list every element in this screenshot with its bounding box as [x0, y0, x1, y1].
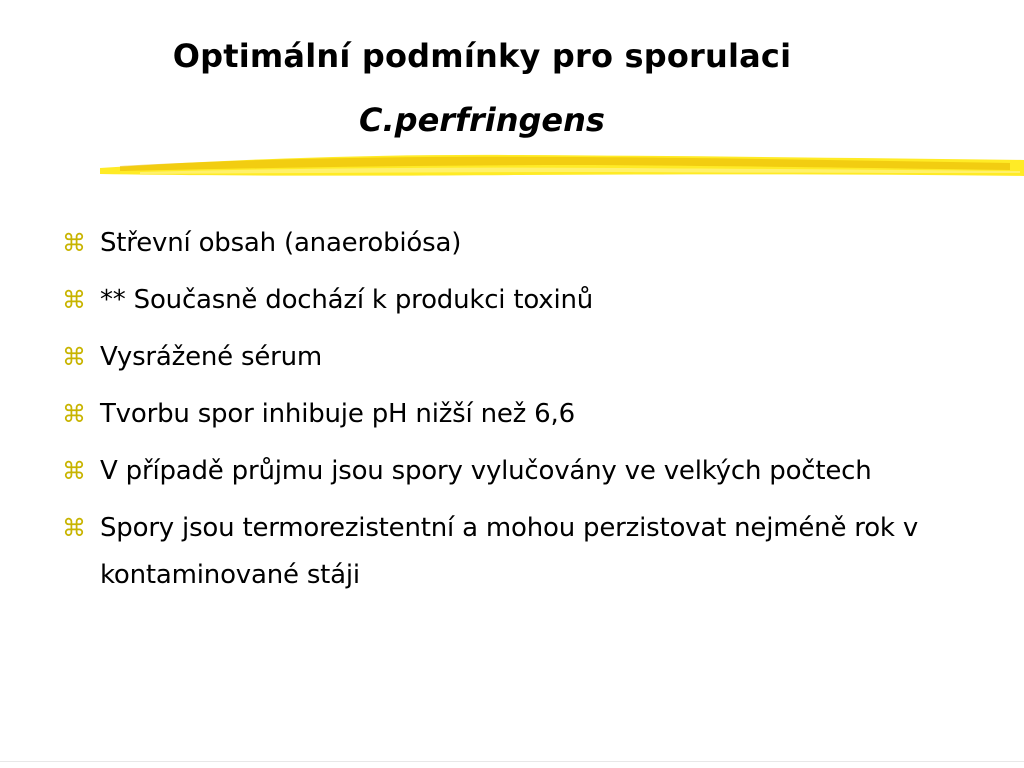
command-key-icon: ⌘ — [62, 286, 86, 314]
list-item-text: Spory jsou termorezistentní a mohou perzistovat nejméně rok v kontaminované stáji — [100, 513, 919, 590]
slide-subtitle: C.perfringens — [359, 101, 605, 139]
list-item — [62, 448, 962, 495]
list-item-text: Střevní obsah (anaerobiósa) — [100, 228, 462, 258]
bullet-list — [62, 220, 962, 609]
command-key-icon: ⌘ — [62, 400, 86, 428]
title-underline-brushstroke — [100, 146, 1024, 186]
list-item-text: Vysrážené sérum — [100, 342, 323, 372]
command-key-icon: ⌘ — [62, 229, 86, 257]
bottom-divider — [0, 761, 1024, 762]
slide-title: Optimální podmínky pro sporulaci — [172, 37, 792, 75]
list-item-text: ** Současně dochází k produkci toxinů — [100, 285, 594, 315]
list-item — [62, 220, 962, 267]
list-item-text: V případě průjmu jsou spory vylučovány ve velkých počtech — [100, 456, 872, 486]
list-item-text: Tvorbu spor inhibuje pH nižší než 6,6 — [100, 399, 575, 429]
list-item — [62, 505, 962, 599]
command-key-icon: ⌘ — [62, 514, 86, 542]
command-key-icon: ⌘ — [62, 343, 86, 371]
list-item — [62, 277, 962, 324]
list-item — [62, 334, 962, 381]
command-key-icon: ⌘ — [62, 457, 86, 485]
list-item — [62, 391, 962, 438]
